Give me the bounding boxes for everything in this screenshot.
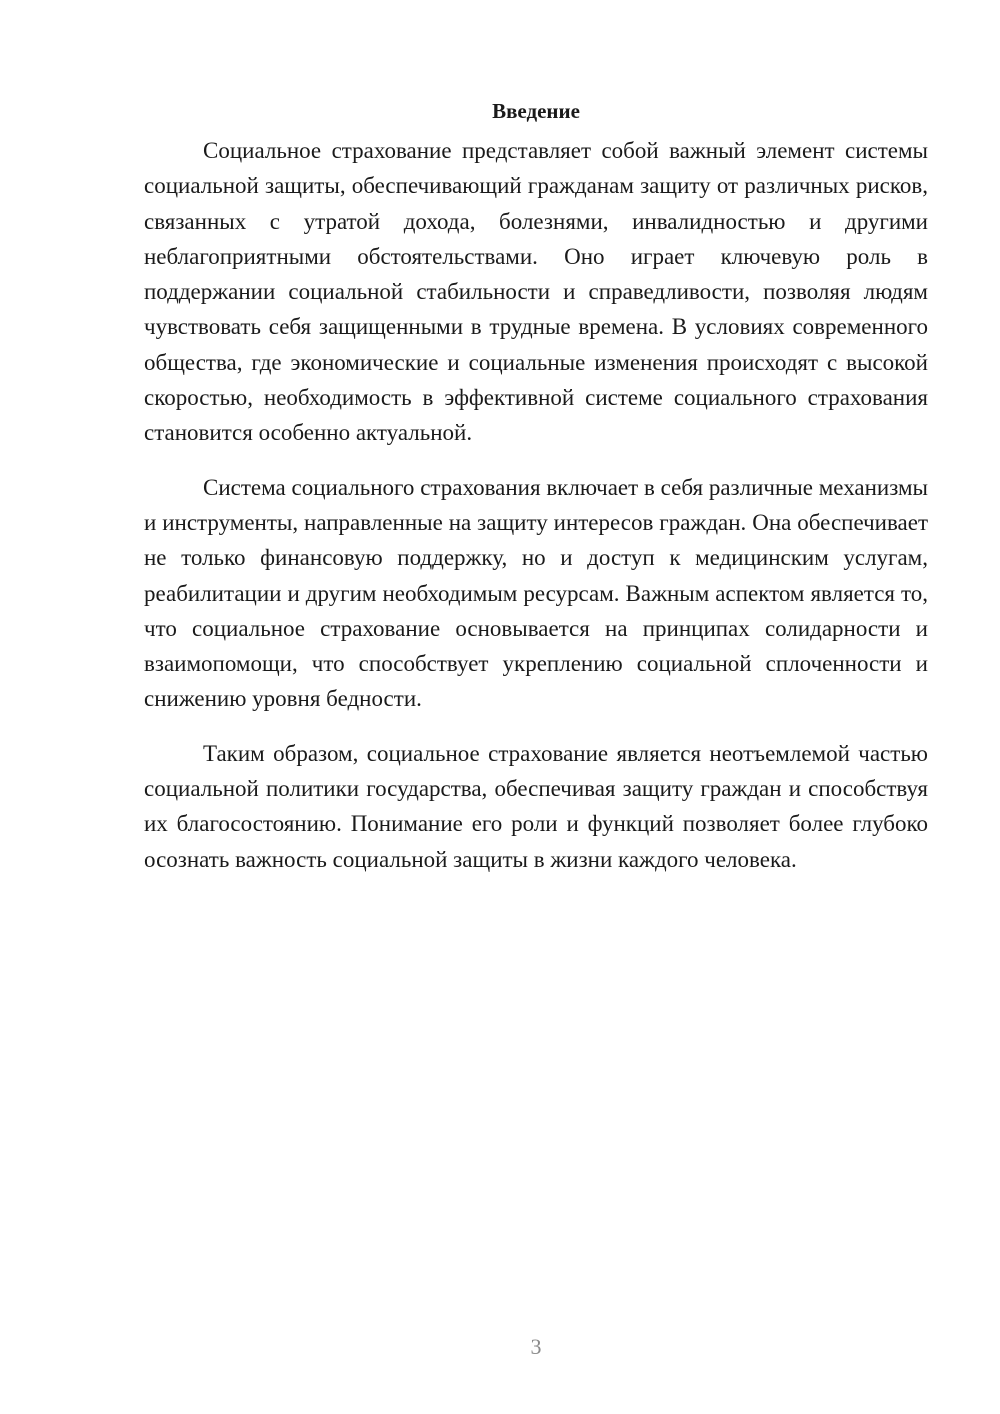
paragraph-1: Социальное страхование представляет собой важный элемент системы социальной защиты, обеспечивающий гражданам защиту от различных рисков, связанных с утратой дохода, болезнями, инвалидностью и другими неблагоприятными обстоятельствами. Оно играет ключевую роль в поддержании социальной стабильности и справедливости, позволяя людям чувствовать себя защищенными в трудные времена. В условиях современного общества, где экономические и социальные изменения происходят с высокой скоростью, необходимость в эффективной системе социального страхования становится особенно актуальной. [144, 138, 928, 446]
page-number: 3 [530, 1334, 542, 1359]
section-title: Введение [492, 99, 580, 123]
paragraph-2: Система социального страхования включает в себя различные механизмы и инструменты, направленные на защиту интересов граждан. Она обеспечивает не только финансовую поддержку, но и доступ к медицинским услугам, реабилитации и другим необходимым ресурсам. Важным аспектом является то, что социальное страхование основывается на принципах солидарности и взаимопомощи, что способствует укреплению социальной сплоченности и снижению уровня бедности. [144, 474, 928, 712]
page-content [144, 98, 928, 896]
paragraph-3: Таким образом, социальное страхование является неотъемлемой частью социальной политики государства, обеспечивая защиту граждан и способствуя их благосостоянию. Понимание его роли и функций позволяет более глубоко осознать важность социальной защиты в жизни каждого человека. [144, 740, 928, 872]
